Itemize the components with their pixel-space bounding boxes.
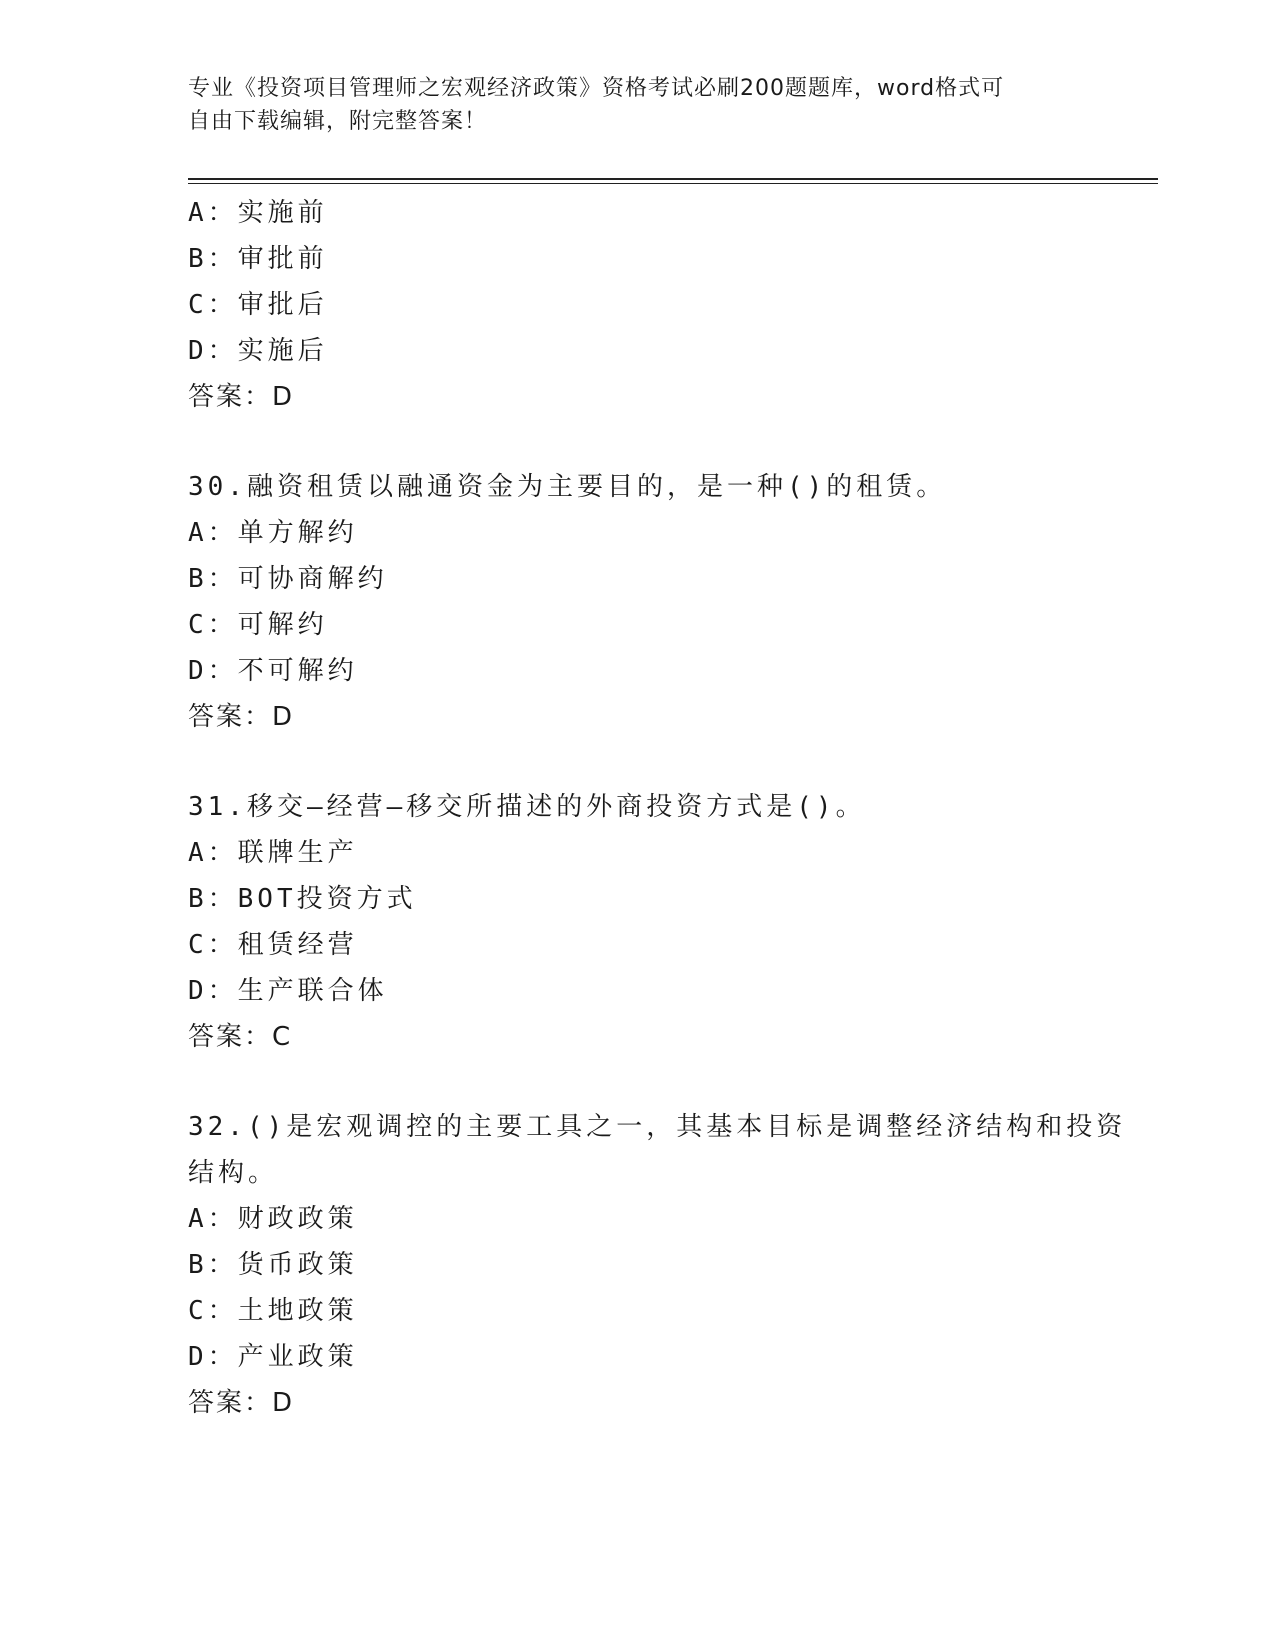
question-list [188,190,1127,1426]
option-b: B：货币政策 [188,1250,358,1280]
option-a: A：实施前 [188,198,328,228]
answer-line: 答案：C [188,1022,293,1052]
question-29 [188,190,1088,420]
answer-line: 答案：D [188,382,295,412]
question-spacer [188,740,1088,784]
option-d: D：产业政策 [188,1342,358,1372]
option-d: D：生产联合体 [188,976,388,1006]
option-c: C：土地政策 [188,1296,358,1326]
header-title-line-2: 自由下载编辑，附完整答案！ [188,109,488,134]
option-b: B：可协商解约 [188,564,388,594]
question-stem-line-2: 结构。 [188,1158,279,1188]
question-stem-line-1: 32.()是宏观调控的主要工具之一，其基本目标是调整经济结构和投资 [188,1112,1127,1142]
answer-line: 答案：D [188,1388,295,1418]
option-a: A：财政政策 [188,1204,358,1234]
option-d: D：不可解约 [188,656,358,686]
option-c: C：审批后 [188,290,328,320]
option-b: B：BOT投资方式 [188,884,417,914]
option-a: A：联牌生产 [188,838,358,868]
question-spacer [188,420,1088,464]
option-d: D：实施后 [188,336,328,366]
question-stem: 31.移交—经营—移交所描述的外商投资方式是()。 [188,792,866,822]
question-stem: 30.融资租赁以融通资金为主要目的，是一种()的租赁。 [188,472,947,502]
option-b: B：审批前 [188,244,328,274]
question-30 [188,464,1088,740]
document-header [188,72,1088,138]
option-c: C：租赁经营 [188,930,358,960]
question-spacer [188,1060,1088,1104]
question-31 [188,784,1088,1060]
header-divider-thick [188,178,1158,180]
option-a: A：单方解约 [188,518,358,548]
header-title-line-1: 专业《投资项目管理师之宏观经济政策》资格考试必刷200题题库，word格式可 [188,76,1005,101]
option-c: C：可解约 [188,610,328,640]
answer-line: 答案：D [188,702,295,732]
question-32 [188,1104,1127,1426]
header-divider-thin [188,183,1158,184]
